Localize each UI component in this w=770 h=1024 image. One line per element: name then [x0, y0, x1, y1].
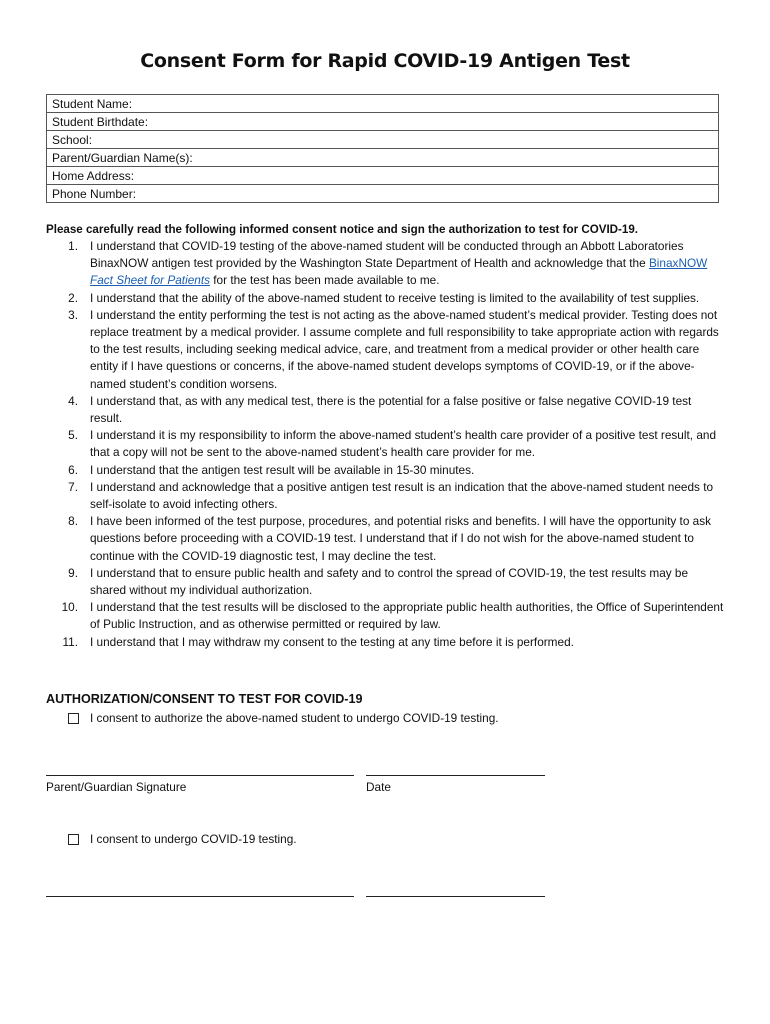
consent-student-option — [68, 711, 499, 725]
list-number: 9. — [68, 565, 78, 580]
list-text: I understand it is my responsibility to inform the above-named student’s health care provider of a positive test result, and that a copy will not be sent to the above-named student’s health care provider for me. — [90, 428, 717, 460]
list-number: 6. — [68, 462, 78, 477]
table-row — [47, 185, 719, 203]
student-birthdate-field[interactable]: Student Birthdate: — [47, 113, 719, 131]
page-title: Consent Form for Rapid COVID-19 Antigen Test — [140, 50, 630, 72]
list-item — [46, 513, 726, 565]
fact-sheet-link[interactable]: BinaxNOW Fact Sheet for Patients — [90, 256, 708, 288]
list-item — [46, 393, 726, 427]
list-item — [46, 238, 726, 290]
list-text: I understand that the antigen test result will be available in 15-30 minutes. — [90, 462, 475, 477]
list-item — [46, 479, 726, 513]
consent-notice-list — [46, 238, 726, 651]
consent-self-option — [68, 832, 297, 846]
list-number: 7. — [68, 479, 78, 494]
date-label: Date — [366, 780, 391, 794]
list-item — [46, 307, 726, 393]
list-text: I understand that COVID-19 testing of the above-named student will be conducted through an Abbott Laboratories BinaxNOW antigen test provided by the Washington State Department of Health and acknowledge that the — [90, 239, 684, 271]
list-text: for the test has been made available to me. — [210, 273, 440, 288]
list-text: I understand that, as with any medical test, there is the potential for a false positive or false negative COVID-19 test result. — [90, 393, 692, 426]
table-row — [47, 95, 719, 113]
consent-self-checkbox[interactable] — [68, 834, 79, 845]
student-info-table — [46, 94, 719, 203]
list-number: 1. — [68, 239, 78, 253]
table-row — [47, 131, 719, 149]
list-item — [46, 462, 726, 479]
instructions: Please carefully read the following informed consent notice and sign the authorization to test for COVID-19. — [46, 223, 639, 236]
list-text: I understand that the ability of the above-named student to receive testing is limited to the availability of test supplies. — [90, 290, 700, 305]
list-text: I understand that the test results will be disclosed to the appropriate public health authorities, the Office of Superintendent of Public Instruction, and as otherwise permitted or required by law. — [90, 600, 724, 632]
list-number: 10. — [61, 600, 78, 615]
phone-number-field[interactable]: Phone Number: — [47, 185, 719, 203]
list-item — [46, 599, 726, 633]
signature-date-line[interactable] — [366, 775, 545, 776]
list-text: I understand and acknowledge that a positive antigen test result is an indication that the above-named student needs to self-isolate to avoid infecting others. — [90, 479, 714, 512]
table-row — [47, 149, 719, 167]
guardian-name-field[interactable]: Parent/Guardian Name(s): — [47, 149, 719, 167]
list-text: I understand the entity performing the test is not acting as the above-named student’s medical provider. Testing does not replace treatment by a medical provider. I assume complete and full responsibility to take appropriate action with regards to the test results, including seeking medical advice, care, and treatment from a medical provider or other health care entity if I have questions or concerns, if the above-named student develops symptoms of COVID-19, or if the above-named student’s condition worsens. — [90, 307, 719, 391]
consent-student-checkbox[interactable] — [68, 713, 79, 724]
list-text: I have been informed of the test purpose, procedures, and potential risks and benefits. I will have the opportunity to ask questions before proceeding with a COVID-19 test. I understand that if I do not wish for the above-named student to continue with the COVID-19 diagnostic test, I may decline the test. — [90, 514, 712, 563]
list-text: I understand that I may withdraw my consent to the testing at any time before it is performed. — [90, 634, 574, 649]
authorization-heading: AUTHORIZATION/CONSENT TO TEST FOR COVID-19 — [46, 692, 363, 706]
list-number: 5. — [68, 428, 78, 443]
home-address-field[interactable]: Home Address: — [47, 167, 719, 185]
guardian-signature-line[interactable] — [46, 775, 354, 776]
table-row — [47, 113, 719, 131]
school-field[interactable]: School: — [47, 131, 719, 149]
self-signature-line[interactable] — [46, 896, 354, 897]
guardian-signature-label: Parent/Guardian Signature — [46, 780, 187, 794]
self-date-line[interactable] — [366, 896, 545, 897]
student-name-field[interactable]: Student Name: — [47, 95, 719, 113]
list-number: 3. — [68, 307, 78, 322]
list-number: 8. — [68, 514, 78, 529]
list-number: 2. — [68, 290, 78, 305]
consent-self-label: I consent to undergo COVID-19 testing. — [90, 832, 297, 846]
list-item — [46, 427, 726, 461]
list-number: 4. — [68, 393, 78, 408]
list-text: I understand that to ensure public health and safety and to control the spread of COVID-19, the test results may be shared without my individual authorization. — [90, 565, 689, 598]
table-row — [47, 167, 719, 185]
list-item — [46, 634, 726, 651]
list-item — [46, 565, 726, 599]
consent-student-label: I consent to authorize the above-named student to undergo COVID-19 testing. — [90, 711, 499, 725]
list-item — [46, 290, 726, 307]
list-number: 11. — [62, 634, 78, 649]
